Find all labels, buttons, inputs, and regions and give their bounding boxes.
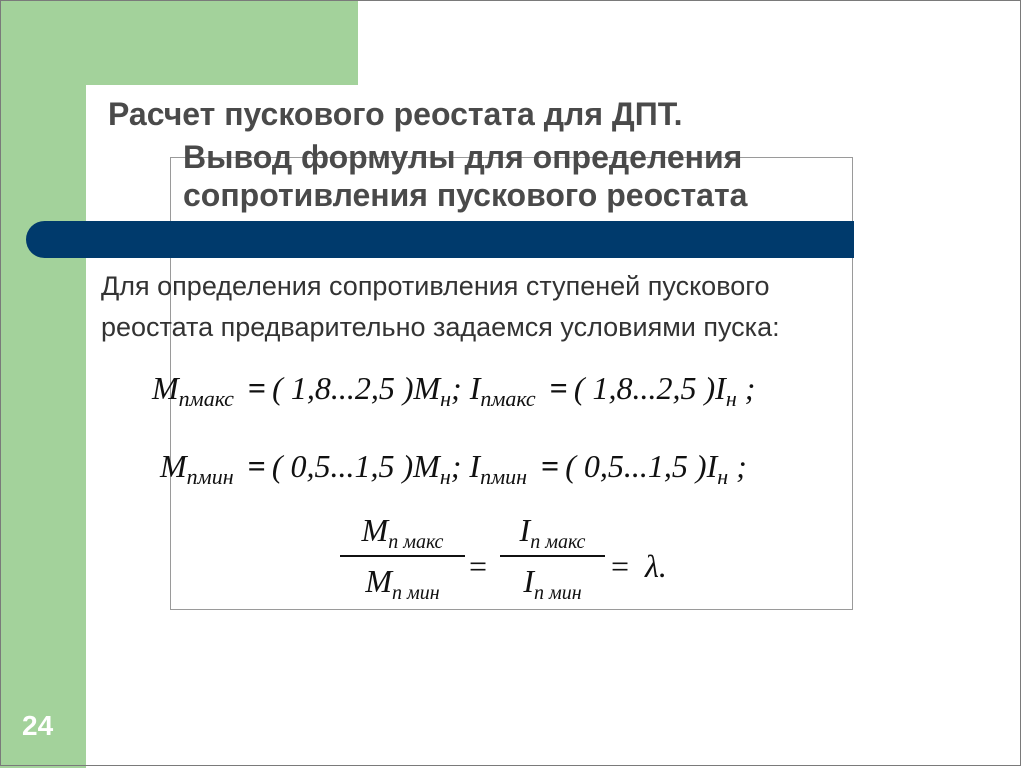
subscript: н [439,464,451,489]
lambda-symbol: λ. [645,548,667,584]
fraction-current-ratio [500,512,605,604]
coefficient-range: ( 1,8...2,5 ) [573,370,716,406]
slide-title-line2: Вывод формулы для определения [183,139,743,175]
body-text-line2: реостата предварительно задаемся условиями пуска: [101,312,780,342]
formula-max-start [152,370,756,411]
symbol-M-nominal: M [413,448,440,484]
subscript: п макс [388,531,444,553]
equals-sign: = [469,548,488,584]
green-left-band [0,0,86,768]
symbol-I: I [523,563,534,599]
denominator [340,563,465,604]
formula-ratio-lambda [335,512,695,622]
separator: ; [450,448,470,484]
coefficient-range: ( 0,5...1,5 ) [271,448,414,484]
body-text-line1: Для определения сопротивления ступеней пускового [101,271,770,301]
equals-sign: = [541,448,560,484]
separator: ; [451,370,470,406]
subscript: п мин [391,582,440,604]
symbol-I-nominal: I [706,448,718,484]
equals-sign: = [247,448,266,484]
numerator [500,512,605,553]
fraction-torque-ratio [340,512,465,604]
denominator [500,563,605,604]
subscript: п мин [533,582,582,604]
symbol-M-nominal: M [413,370,441,406]
coefficient-range: ( 0,5...1,5 ) [565,448,707,484]
symbol-M: M [361,512,389,548]
coefficient-range: ( 1,8...2,5 ) [272,370,414,406]
subscript: п макс [530,531,586,553]
body-text [101,266,981,348]
symbol-M: M [365,563,392,599]
terminator: ; [736,370,756,406]
terminator: ; [728,448,747,484]
equals-sign: = [549,370,568,406]
page-number: 24 [22,710,54,741]
formula-min-start [160,448,747,489]
symbol-I-nominal: I [715,370,726,406]
equals-sign: = [611,548,630,584]
symbol-I: I [469,370,481,406]
subscript: н [440,386,452,411]
subscript: пмин [480,464,528,489]
numerator [340,512,465,553]
symbol-I: I [469,448,481,484]
slide-title-subtitle [183,138,747,214]
subscript: н [717,464,729,489]
slide-title-line3: сопротивления пускового реостата [183,177,748,213]
slide-title-line1: Расчет пускового реостата для ДПТ. [108,96,683,132]
fraction-line [340,555,465,557]
symbol-M: M [152,370,179,406]
symbol-M: M [160,448,187,484]
subscript: пмакс [480,386,536,411]
title-divider-bar [26,221,854,258]
subscript: н [725,386,737,411]
subscript: пмин [186,464,234,489]
symbol-I: I [519,512,531,548]
subscript: пмакс [178,386,234,411]
fraction-line [500,555,605,557]
equals-sign: = [247,370,267,406]
